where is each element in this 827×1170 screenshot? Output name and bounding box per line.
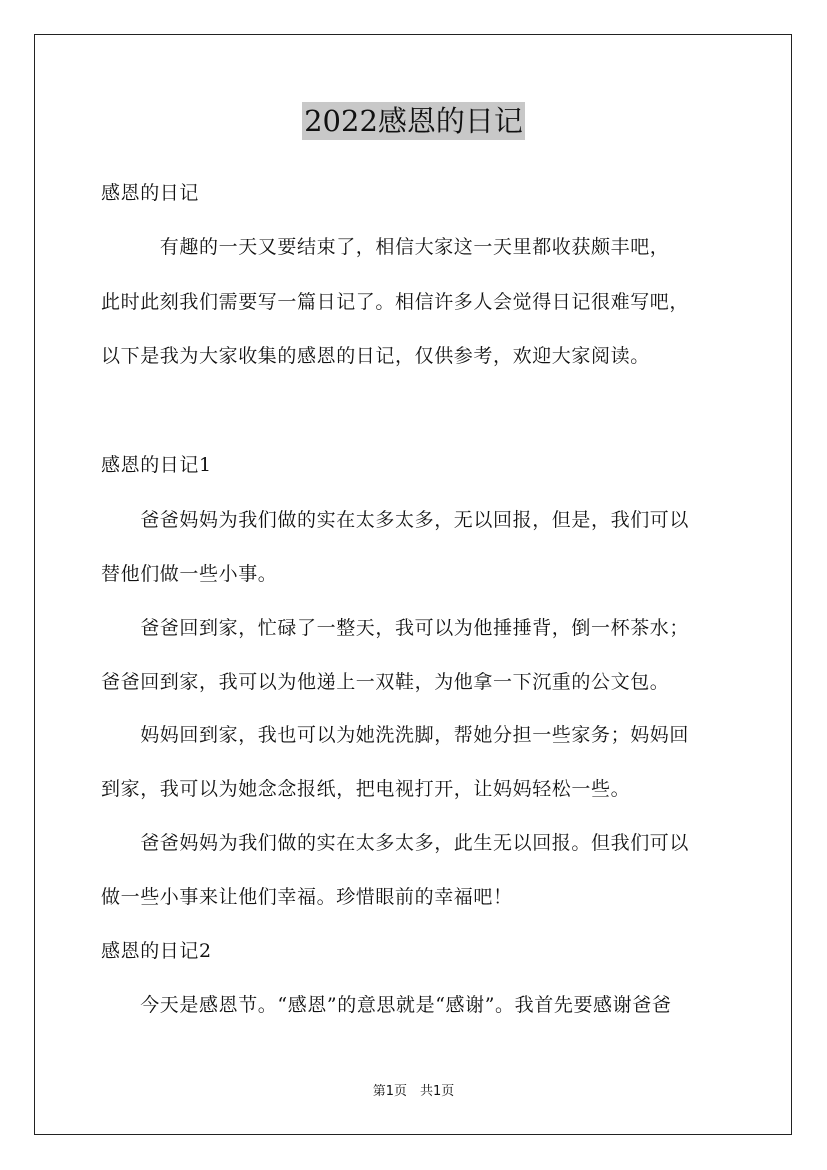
paragraph-line: 爸爸妈妈为我们做的实在太多太多，无以回报，但是，我们可以	[101, 509, 690, 531]
paragraph-line: 爸爸妈妈为我们做的实在太多太多，此生无以回报。但我们可以	[101, 832, 690, 854]
page-footer: 第1页 共1页	[372, 1084, 455, 1099]
paragraph-line: 以下是我为大家收集的感恩的日记，仅供参考，欢迎大家阅读。	[101, 345, 650, 367]
intro-heading: 感恩的日记	[101, 182, 200, 204]
paragraph-line: 妈妈回到家，我也可以为她洗洗脚，帮她分担一些家务；妈妈回	[101, 724, 690, 746]
section-heading-1: 感恩的日记1	[101, 454, 212, 476]
paragraph-line: 今天是感恩节。“感恩”的意思就是“感谢”。我首先要感谢爸爸	[101, 994, 672, 1016]
paragraph-line: 爸爸回到家，我可以为他递上一双鞋，为他拿一下沉重的公文包。	[101, 671, 670, 693]
paragraph-line: 此时此刻我们需要写一篇日记了。相信许多人会觉得日记很难写吧，	[101, 291, 690, 313]
document-title: 2022感恩的日记	[304, 104, 523, 138]
title-container	[0, 102, 827, 140]
section-heading-2: 感恩的日记2	[101, 940, 212, 962]
paragraph-line: 到家，我可以为她念念报纸，把电视打开，让妈妈轻松一些。	[101, 778, 631, 800]
paragraph-line: 有趣的一天又要结束了，相信大家这一天里都收获颇丰吧，	[101, 236, 670, 258]
paragraph-line: 做一些小事来让他们幸福。珍惜眼前的幸福吧！	[101, 886, 513, 908]
paragraph-line: 爸爸回到家，忙碌了一整天，我可以为他捶捶背，倒一杯茶水；	[101, 617, 690, 639]
paragraph-line: 替他们做一些小事。	[101, 563, 278, 585]
